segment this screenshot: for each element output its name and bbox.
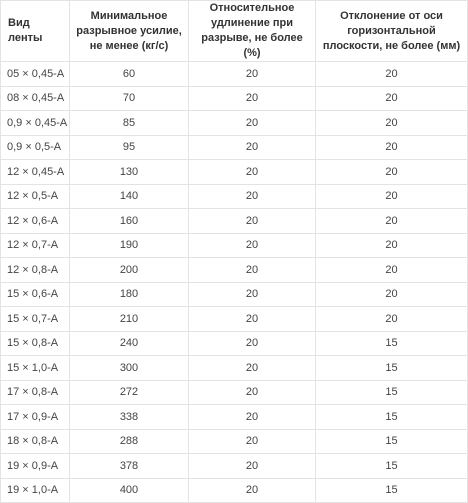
tape-type-cell: 12 × 0,5-А <box>1 184 70 209</box>
table-body <box>1 62 468 503</box>
elongation-cell: 20 <box>189 209 316 234</box>
axis-deviation-cell: 15 <box>316 356 468 381</box>
elongation-cell: 20 <box>189 405 316 430</box>
table-row <box>1 478 468 503</box>
axis-deviation-cell: 20 <box>316 160 468 185</box>
breaking-force-cell: 288 <box>70 429 189 454</box>
table-row <box>1 209 468 234</box>
elongation-cell: 20 <box>189 282 316 307</box>
elongation-cell: 20 <box>189 86 316 111</box>
breaking-force-cell: 85 <box>70 111 189 136</box>
table-row <box>1 356 468 381</box>
tape-type-cell: 17 × 0,8-А <box>1 380 70 405</box>
table-row <box>1 233 468 258</box>
elongation-cell: 20 <box>189 111 316 136</box>
breaking-force-cell: 210 <box>70 307 189 332</box>
column-header-elongation: Относительное удлинение при разрыве, не более (%) <box>189 1 316 62</box>
tape-type-cell: 05 × 0,45-А <box>1 62 70 87</box>
breaking-force-cell: 60 <box>70 62 189 87</box>
axis-deviation-cell: 15 <box>316 429 468 454</box>
table-row <box>1 307 468 332</box>
axis-deviation-cell: 15 <box>316 478 468 503</box>
elongation-cell: 20 <box>189 135 316 160</box>
elongation-cell: 20 <box>189 307 316 332</box>
breaking-force-cell: 400 <box>70 478 189 503</box>
tape-type-cell: 08 × 0,45-А <box>1 86 70 111</box>
table-row <box>1 184 468 209</box>
breaking-force-cell: 140 <box>70 184 189 209</box>
table-row <box>1 380 468 405</box>
column-header-min-breaking-force: Минимальное разрывное усилие, не менее (кг/с) <box>70 1 189 62</box>
table-row <box>1 405 468 430</box>
breaking-force-cell: 378 <box>70 454 189 479</box>
elongation-cell: 20 <box>189 429 316 454</box>
tape-type-cell: 15 × 1,0-А <box>1 356 70 381</box>
tape-type-cell: 12 × 0,8-А <box>1 258 70 283</box>
elongation-cell: 20 <box>189 331 316 356</box>
table-row <box>1 258 468 283</box>
table-row <box>1 429 468 454</box>
axis-deviation-cell: 15 <box>316 331 468 356</box>
elongation-cell: 20 <box>189 62 316 87</box>
axis-deviation-cell: 20 <box>316 86 468 111</box>
table-row <box>1 86 468 111</box>
breaking-force-cell: 300 <box>70 356 189 381</box>
elongation-cell: 20 <box>189 380 316 405</box>
elongation-cell: 20 <box>189 454 316 479</box>
table-row <box>1 282 468 307</box>
table-row <box>1 111 468 136</box>
axis-deviation-cell: 20 <box>316 307 468 332</box>
breaking-force-cell: 180 <box>70 282 189 307</box>
axis-deviation-cell: 20 <box>316 184 468 209</box>
tape-type-cell: 0,9 × 0,45-А <box>1 111 70 136</box>
axis-deviation-cell: 20 <box>316 258 468 283</box>
axis-deviation-cell: 15 <box>316 454 468 479</box>
table-row <box>1 331 468 356</box>
tape-type-cell: 12 × 0,7-А <box>1 233 70 258</box>
breaking-force-cell: 95 <box>70 135 189 160</box>
elongation-cell: 20 <box>189 184 316 209</box>
axis-deviation-cell: 15 <box>316 380 468 405</box>
table-row <box>1 62 468 87</box>
table-row <box>1 135 468 160</box>
tape-type-cell: 0,9 × 0,5-А <box>1 135 70 160</box>
tape-type-cell: 19 × 1,0-А <box>1 478 70 503</box>
axis-deviation-cell: 20 <box>316 62 468 87</box>
breaking-force-cell: 130 <box>70 160 189 185</box>
axis-deviation-cell: 20 <box>316 135 468 160</box>
axis-deviation-cell: 20 <box>316 233 468 258</box>
elongation-cell: 20 <box>189 478 316 503</box>
breaking-force-cell: 200 <box>70 258 189 283</box>
table-header-row <box>1 1 468 62</box>
tape-type-cell: 15 × 0,6-А <box>1 282 70 307</box>
breaking-force-cell: 272 <box>70 380 189 405</box>
tape-type-cell: 17 × 0,9-А <box>1 405 70 430</box>
breaking-force-cell: 240 <box>70 331 189 356</box>
breaking-force-cell: 190 <box>70 233 189 258</box>
tape-type-cell: 18 × 0,8-А <box>1 429 70 454</box>
table-row <box>1 160 468 185</box>
breaking-force-cell: 338 <box>70 405 189 430</box>
tape-type-cell: 15 × 0,7-А <box>1 307 70 332</box>
elongation-cell: 20 <box>189 160 316 185</box>
column-header-tape-type: Вид ленты <box>1 1 70 62</box>
elongation-cell: 20 <box>189 356 316 381</box>
axis-deviation-cell: 20 <box>316 111 468 136</box>
tape-type-cell: 12 × 0,6-А <box>1 209 70 234</box>
elongation-cell: 20 <box>189 258 316 283</box>
breaking-force-cell: 70 <box>70 86 189 111</box>
tape-type-cell: 19 × 0,9-А <box>1 454 70 479</box>
axis-deviation-cell: 20 <box>316 282 468 307</box>
elongation-cell: 20 <box>189 233 316 258</box>
tape-type-cell: 12 × 0,45-А <box>1 160 70 185</box>
breaking-force-cell: 160 <box>70 209 189 234</box>
axis-deviation-cell: 15 <box>316 405 468 430</box>
column-header-axis-deviation: Отклонение от оси горизонтальной плоскости, не более (мм) <box>316 1 468 62</box>
tape-type-cell: 15 × 0,8-А <box>1 331 70 356</box>
table-row <box>1 454 468 479</box>
axis-deviation-cell: 20 <box>316 209 468 234</box>
